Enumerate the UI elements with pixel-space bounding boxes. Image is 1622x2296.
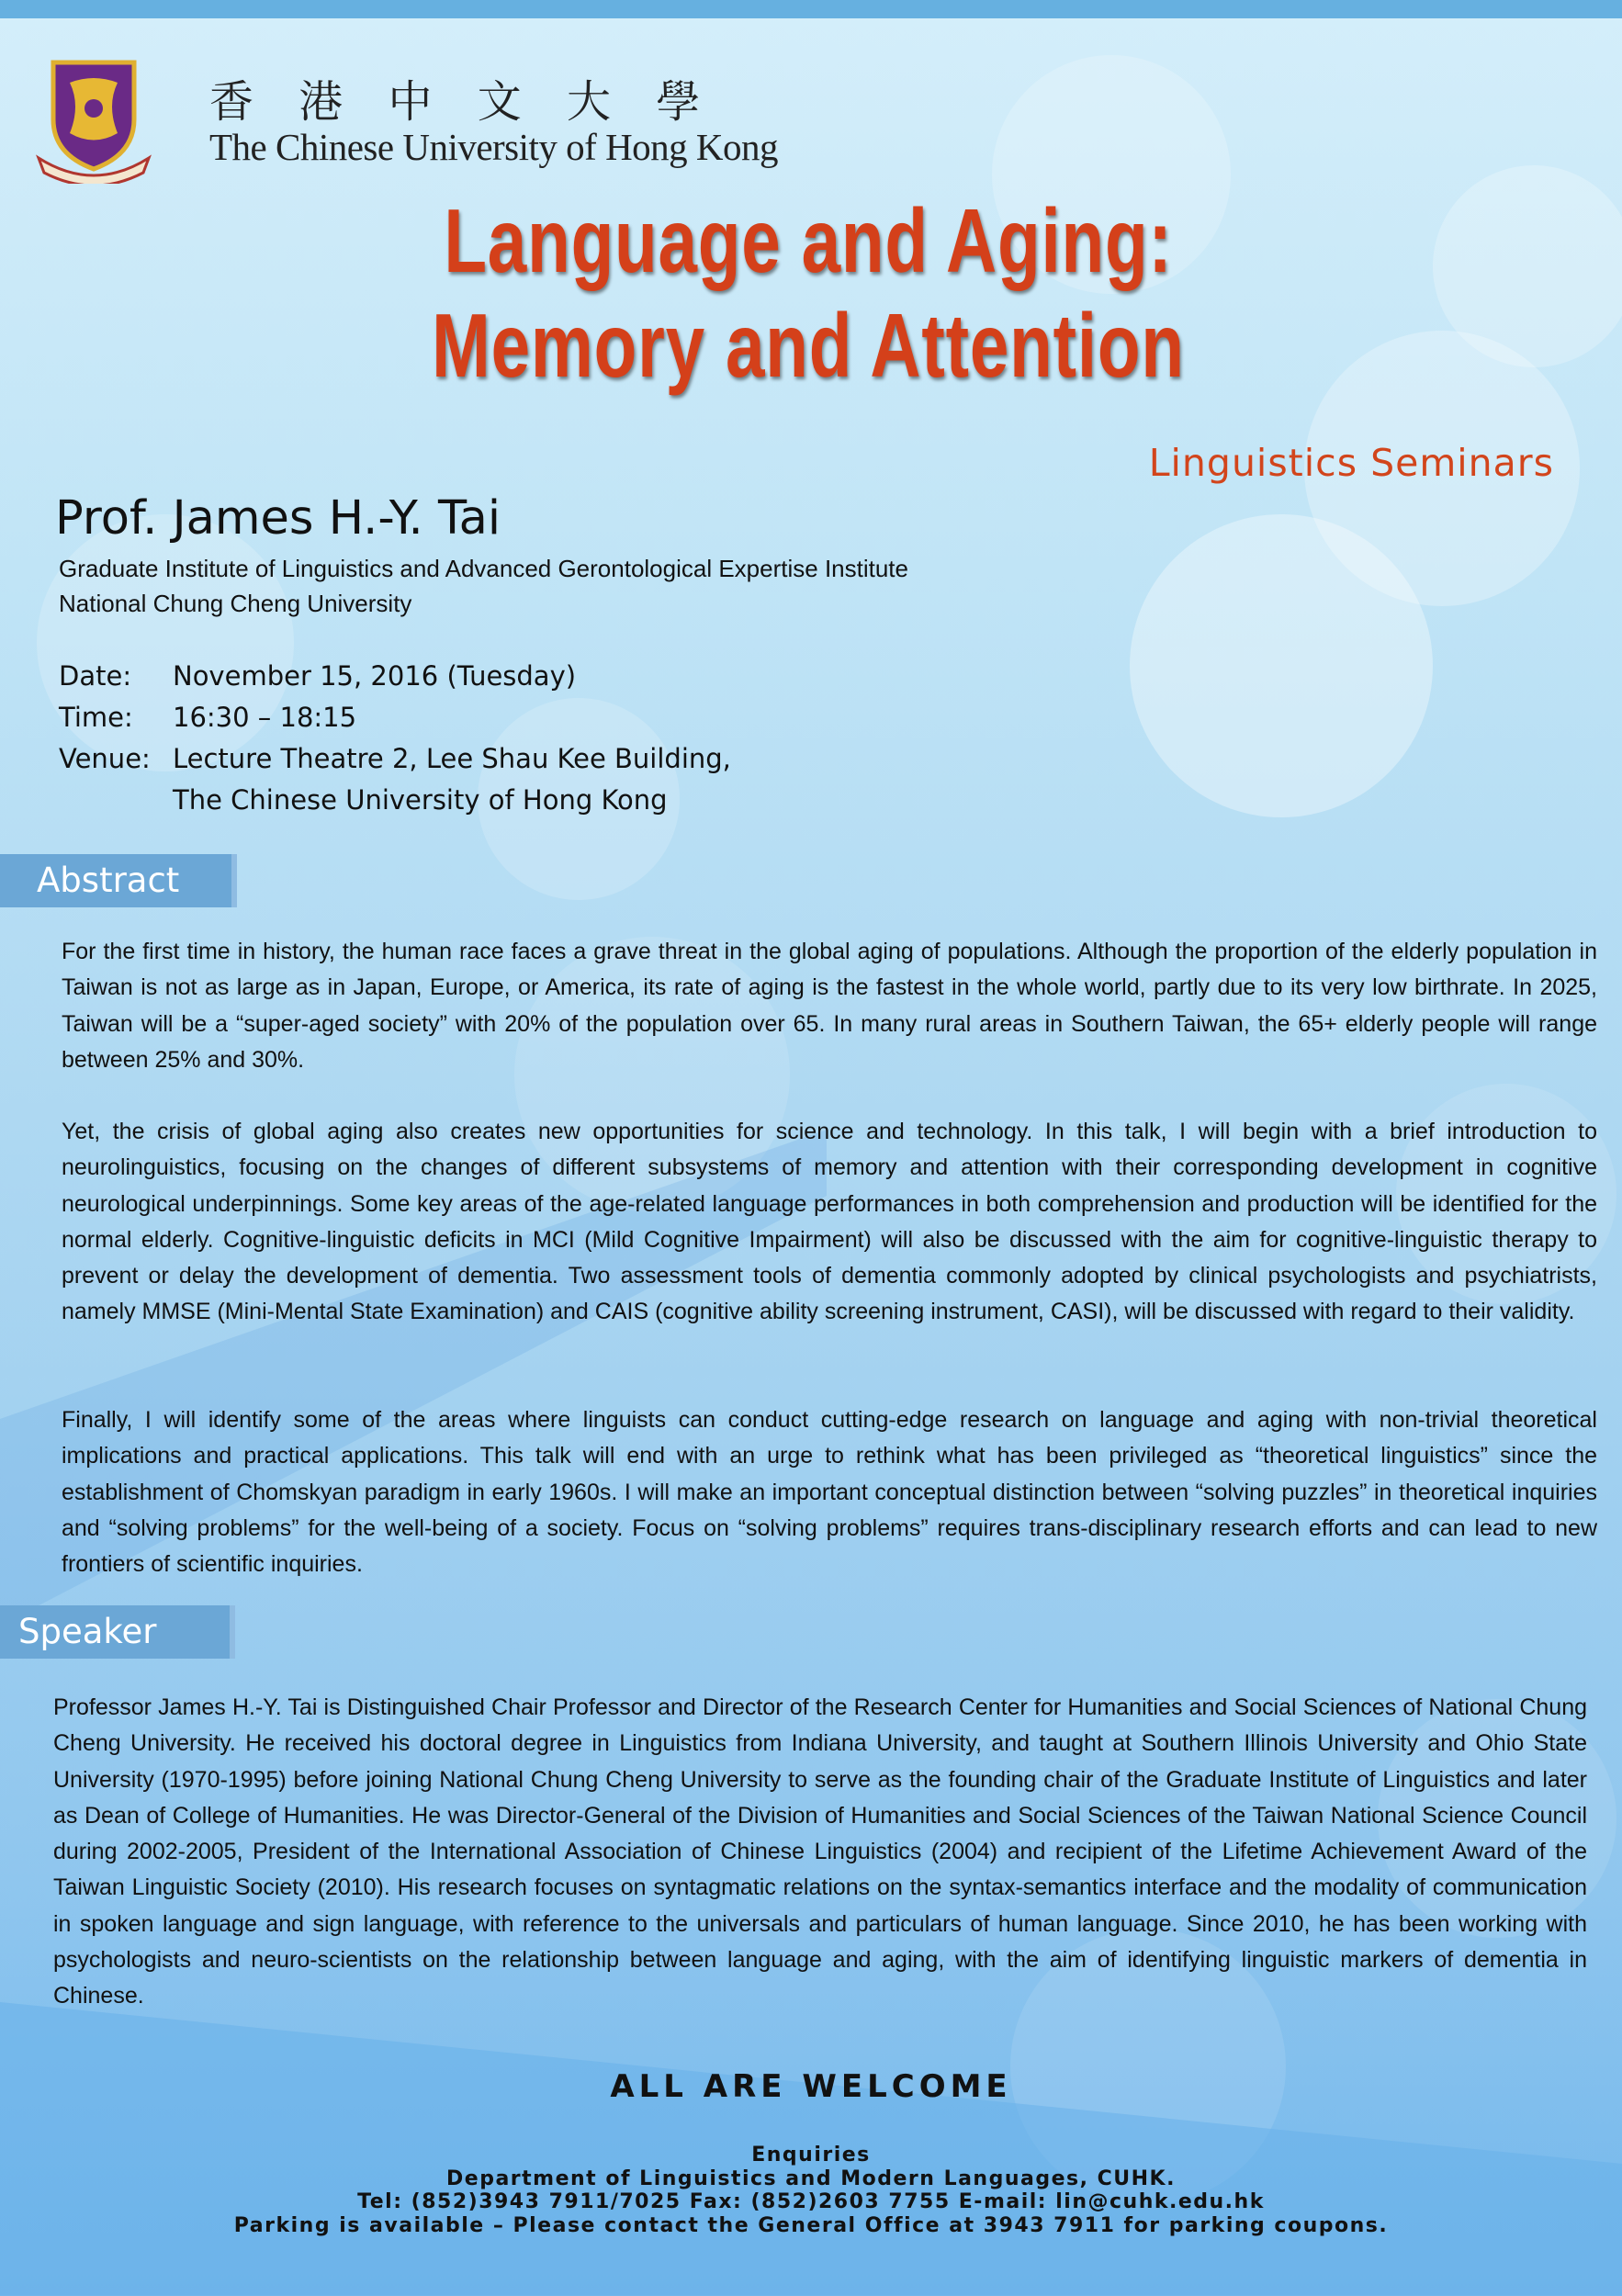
venue-label: Venue: [59, 743, 151, 774]
university-name-chinese: 香 港 中 文 大 學 [209, 76, 716, 128]
enquiries-footer [0, 2144, 1622, 2237]
enquiries-label: Enquiries [751, 2144, 871, 2167]
speaker-affiliation [59, 551, 908, 621]
speaker-bio: Professor James H.-Y. Tai is Distinguished Chair Professor and Director of the Research Center for Humanities and Social Sciences of National Chung Cheng University. He received his doctoral degree in Linguistics from Indiana University, and taught at Southern Illinois University and Ohio State University (1970-1995) before joining National Chung Cheng University to serve as the founding chair of the Graduate Institute of Linguistics and later as Dean of College of Humanities. He was Director-General of the Division of Humanities and Social Sciences of the Taiwan National Science Council during 2002-2005, President of the International Association of Chinese Linguistics (2004) and recipient of the Lifetime Achievement Award of the Taiwan Linguistic Society (2010). His research focuses on syntagmatic relations on the syntax-semantics interface and the modality of communication in spoken language and sign language, with reference to the universals and particulars of human language. Since 2010, he has been working with psychologists and neuro-scientists on the relationship between language and aging, with the aim of identifying linguistic markers of dementia in Chinese. [53, 1694, 1587, 2009]
venue-value-line-1: Lecture Theatre 2, Lee Shau Kee Building, [173, 743, 731, 774]
affiliation-line-2: National Chung Cheng University [59, 590, 412, 617]
cuhk-crest-icon [33, 55, 154, 184]
event-details [59, 656, 731, 821]
abstract-heading: Abstract [0, 854, 231, 907]
seminar-title [276, 188, 1341, 398]
date-value: November 15, 2016 (Tuesday) [173, 660, 577, 692]
venue-row-2 [59, 780, 731, 821]
title-line-1: Language and Aging: [444, 190, 1173, 291]
abstract-paragraph: Finally, I will identify some of the areas where linguists can conduct cutting-edge research on language and aging with non-trivial theoretical implications and practical applications. This talk will end with an urge to rethink what has been privileged as “theoretical linguistics” since the establishment of Chomskyan paradigm in early 1960s. I will make an important conceptual distinction between “solving puzzles” in theoretical inquiries and “solving problems” for the well-being of a society. Focus on “solving problems” requires trans-disciplinary research efforts and can lead to new frontiers of scientific inquiries. [62, 1407, 1597, 1578]
parking-line: Parking is available – Please contact the General Office at 3943 7911 for parking coupons. [233, 2213, 1389, 2237]
time-row [59, 697, 731, 738]
abstract-paragraph: Yet, the crisis of global aging also creates new opportunities for science and technology. In this talk, I will begin with a brief introduction to neurolinguistics, focusing on the changes of different subsystems of memory and attention with their corresponding development in cognitive neurological underpinnings. Some key areas of the age-related language performances in both comprehension and production will be identified for the normal elderly. Cognitive-linguistic deficits in MCI (Mild Cognitive Impairment) will also be discussed with the aim for cognitive-linguistic therapy to prevent or delay the development of dementia. Two assessment tools of dementia commonly adopted by clinical psychologists and psychiatrists, namely MMSE (Mini-Mental State Examination) and CAIS (cognitive ability screening instrument, CASI), will be discussed with regard to their validity. [62, 1119, 1597, 1325]
series-label: Linguistics Seminars [1148, 441, 1554, 485]
venue-value-line-2: The Chinese University of Hong Kong [173, 784, 668, 816]
time-label: Time: [59, 702, 133, 733]
time-value: 16:30 – 18:15 [173, 702, 357, 733]
date-label: Date: [59, 660, 132, 692]
top-bar [0, 0, 1622, 18]
speaker-heading: Speaker [0, 1605, 230, 1659]
speaker-name: Prof. James H.-Y. Tai [55, 491, 501, 546]
title-line-2: Memory and Attention [432, 295, 1185, 396]
all-are-welcome: ALL ARE WELCOME [610, 2068, 1012, 2105]
university-name-english: The Chinese University of Hong Kong [209, 126, 779, 168]
affiliation-line-1: Graduate Institute of Linguistics and Advanced Gerontological Expertise Institute [59, 555, 908, 582]
venue-row [59, 738, 731, 780]
date-row [59, 656, 731, 697]
department-line: Department of Linguistics and Modern Languages, CUHK. [446, 2167, 1176, 2190]
abstract-paragraph: For the first time in history, the human race faces a grave threat in the global aging of populations. Although the proportion of the elderly population in Taiwan is not as large as in Japan, Europe, or America, its rate of aging is the fastest in the whole world, partly due to its very low birthrate. In 2025, Taiwan will be a “super-aged society” with 20% of the population over 65. In many rural areas in Southern Taiwan, the 65+ elderly people will range between 25% and 30%. [62, 939, 1597, 1073]
contact-line: Tel: (852)3943 7911/7025 Fax: (852)2603 7755 E-mail: lin@cuhk.edu.hk [357, 2190, 1265, 2213]
